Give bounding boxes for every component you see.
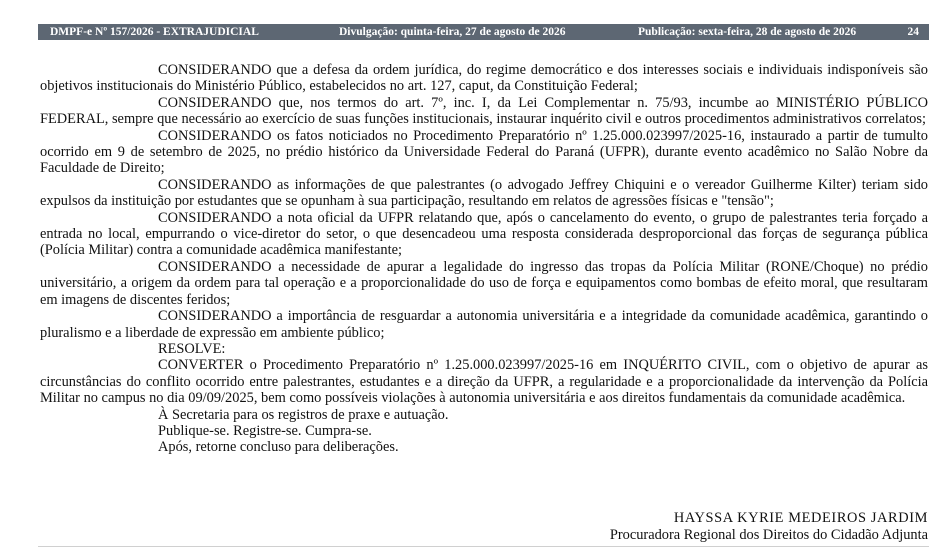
paragraph-considerando-5: CONSIDERANDO a nota oficial da UFPR relatando que, após o cancelamento do evento, o grupo de palestrantes teria forçado a entrada no local, empurrando o vice-diretor do setor, o que desencadeou uma resposta considerada desproporcional das forças de segurança pública (Polícia Militar) contra a comunidade acadêmica manifestante;: [40, 209, 928, 259]
paragraph-considerando-1: CONSIDERANDO que a defesa da ordem jurídica, do regime democrático e dos interesses sociais e individuais indisponíveis são objetivos institucionais do Ministério Público, estabelecidos no art. 127, caput, da Constituição Federal;: [40, 62, 928, 95]
page-number: 24: [907, 26, 919, 38]
document-body: [40, 62, 928, 456]
divulgacao-date: Divulgação: quinta-feira, 27 de agosto de 2026: [339, 26, 566, 38]
signer-name: HAYSSA KYRIE MEDEIROS JARDIM: [673, 510, 928, 526]
edition-label: DMPF-e Nº 157/2026 - EXTRAJUDICIAL: [50, 26, 259, 38]
paragraph-converter: CONVERTER o Procedimento Preparatório nº 1.25.000.023997/2025-16 em INQUÉRITO CIVIL, com o objetivo de apurar as circunstâncias do conflito ocorrido entre palestrantes, estudantes e a direção da UFPR, a regularidade e a proporcionalidade da intervenção da Polícia Militar no campus no dia 09/09/2025, bem como possíveis violações à autonomia universitária e aos direitos fundamentais da comunidade acadêmica.: [40, 357, 928, 407]
paragraph-considerando-4: CONSIDERANDO as informações de que palestrantes (o advogado Jeffrey Chiquini e o vereador Guilherme Kilter) teriam sido expulsos da instituição por estudantes que se opunham à sua participação, resultando em relatos de agressões físicas e "tensão";: [40, 176, 928, 210]
publicacao-date: Publicação: sexta-feira, 28 de agosto de 2026: [638, 26, 857, 38]
resolve-heading: RESOLVE:: [158, 340, 226, 357]
paragraph-apos: Após, retorne concluso para deliberações.: [158, 439, 399, 456]
bottom-divider: [38, 546, 929, 547]
paragraph-considerando-6: CONSIDERANDO a necessidade de apurar a legalidade do ingresso das tropas da Polícia Militar (RONE/Choque) no prédio universitário, a origem da ordem para tal operação e a proporcionalidade do uso de força e equipamentos como bombas de efeito moral, que resultaram em imagens de discentes feridos;: [40, 258, 928, 308]
paragraph-secretaria: À Secretaria para os registros de praxe e autuação.: [158, 406, 449, 423]
paragraph-considerando-3: CONSIDERANDO os fatos noticiados no Procedimento Preparatório nº 1.25.000.023997/2025-16, instaurado a partir de tumulto ocorrido em 9 de setembro de 2025, no prédio histórico da Universidade Federal do Paraná (UFPR), durante evento acadêmico no Salão Nobre da Faculdade de Direito;: [40, 127, 928, 177]
publication-header-bar: [38, 24, 929, 40]
paragraph-publique-se: Publique-se. Registre-se. Cumpra-se.: [158, 422, 372, 439]
paragraph-considerando-7: CONSIDERANDO a importância de resguardar a autonomia universitária e a integridade da comunidade acadêmica, garantindo o pluralismo e a liberdade de expressão em ambiente público;: [40, 308, 928, 341]
signature-block: [610, 510, 928, 543]
signer-title: Procuradora Regional dos Direitos do Cidadão Adjunta: [609, 526, 928, 543]
paragraph-considerando-2: CONSIDERANDO que, nos termos do art. 7º, inc. I, da Lei Complementar n. 75/93, incumbe ao MINISTÉRIO PÚBLICO FEDERAL, sempre que necessário ao exercício de suas funções institucionais, instaurar inquérito civil e outros procedimentos administrativos correlatos;: [40, 94, 928, 128]
